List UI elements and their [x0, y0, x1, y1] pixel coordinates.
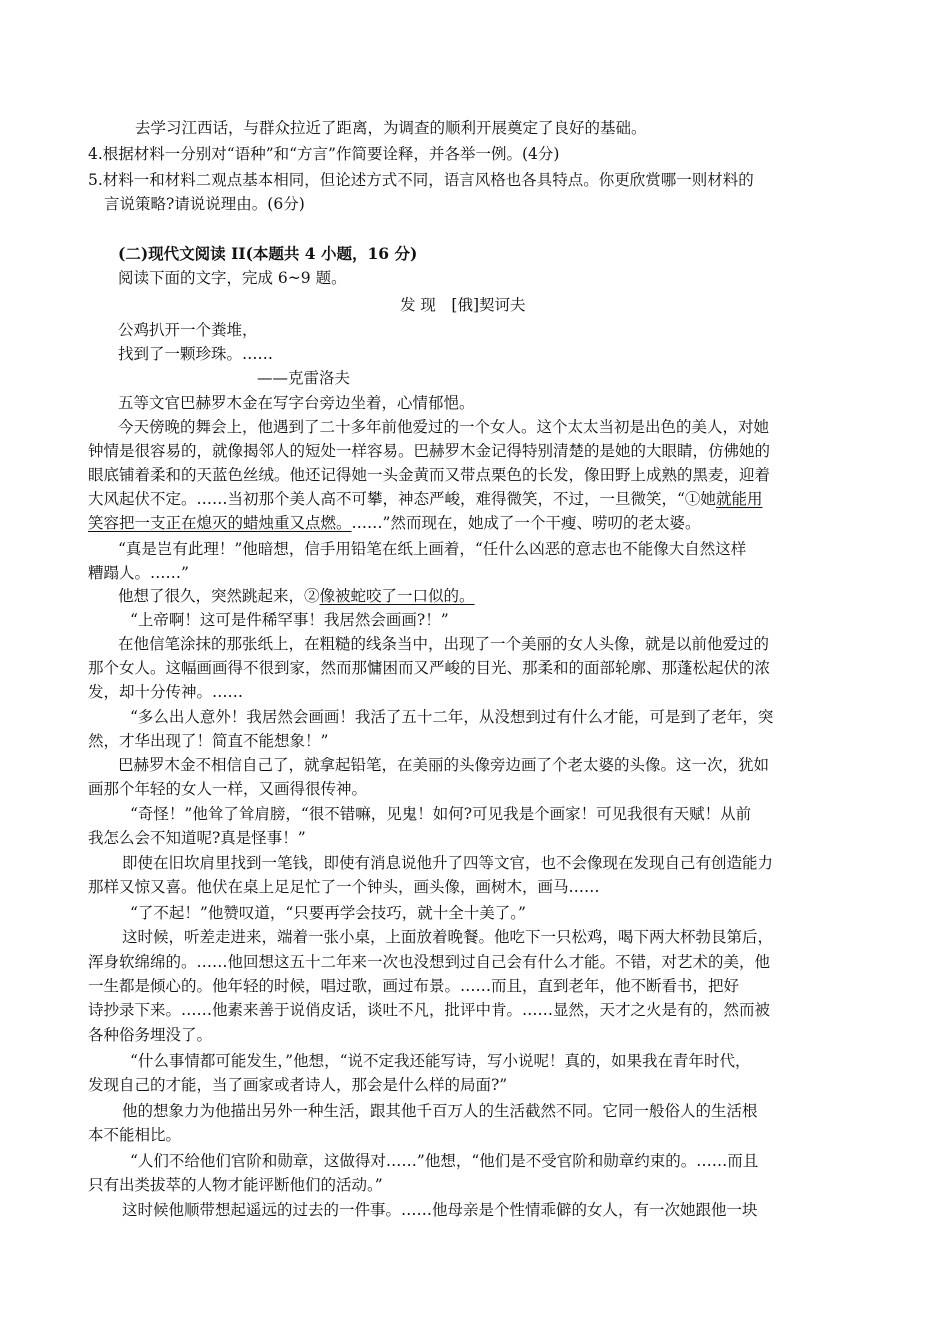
text-line: 一生都是倾心的。他年轻的时候，唱过歌，画过布景。……而且，直到老年，他不断看书，把好: [88, 977, 740, 995]
text-segment: 他想了很久，突然跳起来，②: [118, 587, 320, 605]
text-line: 言说策略?请说说理由。(6分): [104, 195, 305, 213]
text-segment: ……”然而现在，她成了一个干瘦、唠叨的老太婆。: [351, 514, 701, 532]
text-line: 各种俗务埋没了。: [88, 1026, 213, 1044]
text-line: [118, 586, 475, 606]
text-line: “上帝啊！这可是件稀罕事！我居然会画画?！”: [130, 611, 449, 629]
text-line: 在他信笔涂抹的那张纸上，在粗糙的线条当中，出现了一个美丽的女人头像，就是以前他爱过的: [118, 635, 770, 653]
text-line: 今天傍晚的舞会上，他遇到了二十多年前他爱过的一个女人。这个太太当初是出色的美人，对她: [118, 418, 770, 436]
section-heading: (二)现代文阅读 II(本题共 4 小题，16 分): [118, 244, 418, 263]
text-segment: 大风起伏不定。……当初那个美人高不可攀，神态严峻，难得微笑，不过，一旦微笑，“①她: [88, 490, 716, 508]
text-line: 画那个年轻的女人一样，又画得很传神。: [88, 780, 368, 798]
text-line: “奇怪！”他耸了耸肩膀，“很不错嘛，见鬼！如何?可见我是个画家！可见我很有天赋！从前: [130, 805, 752, 823]
question-5: 5.材料一和材料二观点基本相同，但论述方式不同，语言风格也各具特点。你更欣赏哪一则材料的: [88, 171, 754, 189]
text-line: 巴赫罗木金不相信自己了，就拿起铅笔，在美丽的头像旁边画了个老太婆的头像。这一次，犹如: [118, 756, 770, 774]
text-line: 本不能相比。: [88, 1126, 182, 1144]
text-line: 然，才华出现了！简直不能想象！”: [88, 732, 329, 750]
text-line: 发现自己的才能，当了画家或者诗人，那会是什么样的局面?”: [88, 1076, 508, 1094]
text-line: 我怎么会不知道呢?真是怪事！”: [88, 829, 306, 847]
text-line: “什么事情都可能发生，”他想，“说不定我还能写诗，写小说呢！真的，如果我在青年时代，: [130, 1052, 751, 1070]
question-4: 4.根据材料一分别对“语种”和“方言”作简要诠释，并各举一例。(4分): [88, 145, 560, 163]
text-line: 五等文官巴赫罗木金在写字台旁边坐着，心情郁悒。: [118, 394, 475, 412]
instruction: 阅读下面的文字，完成 6~9 题。: [118, 269, 347, 287]
epigraph-author: ——克雷洛夫: [257, 369, 351, 387]
text-line: [88, 513, 700, 533]
text-line: 他的想象力为他描出另外一种生活，跟其他千百万人的生活截然不同。它同一般俗人的生活根: [122, 1102, 758, 1120]
text-line: 这时候他顺带想起遥远的过去的一件事。……他母亲是个性情乖僻的女人，有一次她跟他一块: [122, 1201, 758, 1219]
epigraph-line: 找到了一颗珍珠。……: [118, 345, 274, 363]
epigraph-line: 公鸡扒开一个粪堆，: [118, 321, 258, 339]
text-line: 即使在旧坎肩里找到一笔钱，即使有消息说他升了四等文官，也不会像现在发现自己有创造能力: [122, 854, 774, 872]
text-line: 眼底铺着柔和的天蓝色丝绒。他还记得她一头金黄而又带点栗色的长发，像田野上成熟的黑麦，迎着: [88, 466, 771, 484]
text-line: “真是岂有此理！”他暗想，信手用铅笔在纸上画着，“任什么凶恶的意志也不能像大自然这样: [118, 540, 747, 558]
text-line: “多么出人意外！我居然会画画！我活了五十二年，从没想到过有什么才能，可是到了老年，突: [130, 708, 774, 726]
underlined-sentence-1: 就能用: [715, 490, 763, 508]
text-line: 诗抄录下来。……他素来善于说俏皮话，谈吐不凡，批评中肯。……显然，天才之火是有的，然而被: [88, 1001, 771, 1019]
text-line: 那样又惊又喜。他伏在桌上足足忙了一个钟头，画头像，画树木，画马……: [88, 878, 600, 896]
text-line: “人们不给他们官阶和勋章，这做得对……”他想，“他们是不受官阶和勋章约束的。……而且: [130, 1152, 759, 1170]
underlined-sentence-1: 笑容把一支正在熄灭的蜡烛重又点燃。: [88, 514, 352, 532]
text-line: 糟蹋人。……”: [88, 564, 189, 582]
text-line: 浑身软绵绵的。……他回想这五十二年来一次也没想到过自己会有什么才能。不错，对艺术的美，他: [88, 953, 771, 971]
text-line: [88, 489, 762, 509]
text-line: 钟情是很容易的，就像揭邻人的短处一样容易。巴赫罗木金记得特别清楚的是她的大眼睛，仿佛她的: [88, 442, 771, 460]
text-line: 这时候，听差走进来，端着一张小桌，上面放着晚餐。他吃下一只松鸡，喝下两大杯勃艮第后，: [122, 928, 774, 946]
text-line: 那个女人。这幅画画得不很到家，然而那慵困而又严峻的目光、那柔和的面部轮廓、那蓬松起伏的浓: [88, 659, 771, 677]
text-line: “了不起！”他赞叹道，“只要再学会技巧，就十全十美了。”: [130, 904, 526, 922]
text-line: 去学习江西话，与群众拉近了距离，为调查的顺利开展奠定了良好的基础。: [135, 119, 647, 137]
text-line: 只有出类拔萃的人物才能评断他们的活动。”: [88, 1176, 383, 1194]
underlined-sentence-2: 像被蛇咬了一口似的。: [319, 587, 475, 605]
article-title: 发 现 [俄]契诃夫: [400, 296, 526, 314]
text-line: 发，却十分传神。……: [88, 683, 244, 701]
